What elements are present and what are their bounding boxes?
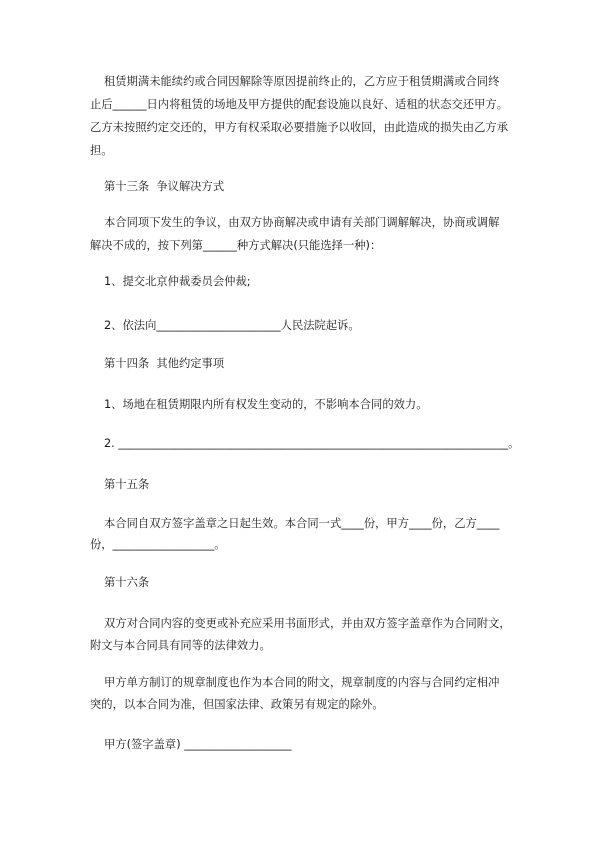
paragraph-return-line-2: 止后______日内将租赁的场地及甲方提供的配套设施以良好、适租的状态交还甲方。: [90, 98, 508, 111]
paragraph-return-line-3: 乙方未按照约定交还的，甲方有权采取必要措施予以收回，由此造成的损失由乙方承: [90, 121, 508, 134]
section-13-heading: 第十三条 争议解决方式: [104, 180, 225, 193]
section-13-option-2: 2、依法向______________________人民法院起诉。: [104, 319, 360, 332]
section-13-para-line-1: 本合同项下发生的争议，由双方协商解决或申请有关部门调解解决，协商或调解: [104, 216, 500, 229]
section-16-heading: 第十六条: [104, 576, 150, 589]
section-13-option-1: 1、提交北京仲裁委员会仲裁;: [104, 275, 251, 288]
section-16-para1-line-2: 附文与本合同具有同等的法律效力。: [90, 639, 271, 652]
paragraph-return-line-1: 租赁期满未能续约或合同因解除等原因提前终止的，乙方应于租赁期满或合同终: [104, 75, 500, 88]
section-14-heading: 第十四条 其他约定事项: [104, 357, 225, 370]
section-16-para2-line-2: 突的，以本合同为准，但国家法律、政策另有规定的除外。: [90, 698, 384, 711]
section-14-item-1: 1、场地在租赁期限内所有权发生变动的，不影响本合同的效力。: [104, 398, 428, 411]
paragraph-return-line-4: 担。: [90, 144, 113, 157]
section-15-para-line-2: 份，__________________。: [90, 538, 226, 551]
section-15-para-line-1: 本合同自双方签字盖章之日起生效。本合同一式____份，甲方____份，乙方____: [104, 517, 500, 530]
section-13-para-line-2: 解决不成的，按下列第______种方式解决(只能选择一种)：: [90, 239, 382, 252]
section-16-para2-line-1: 甲方单方制订的规章制度也作为本合同的附文，规章制度的内容与合同约定相冲: [104, 676, 500, 689]
section-14-item-2: 2. _____________________________________________________________________。: [104, 437, 520, 450]
party-a-signature-line: 甲方(签字盖章) ___________________: [104, 738, 292, 751]
section-15-heading: 第十五条: [104, 478, 150, 491]
section-16-para1-line-1: 双方对合同内容的变更或补充应采用书面形式，并由双方签字盖章作为合同附文，: [104, 617, 511, 630]
